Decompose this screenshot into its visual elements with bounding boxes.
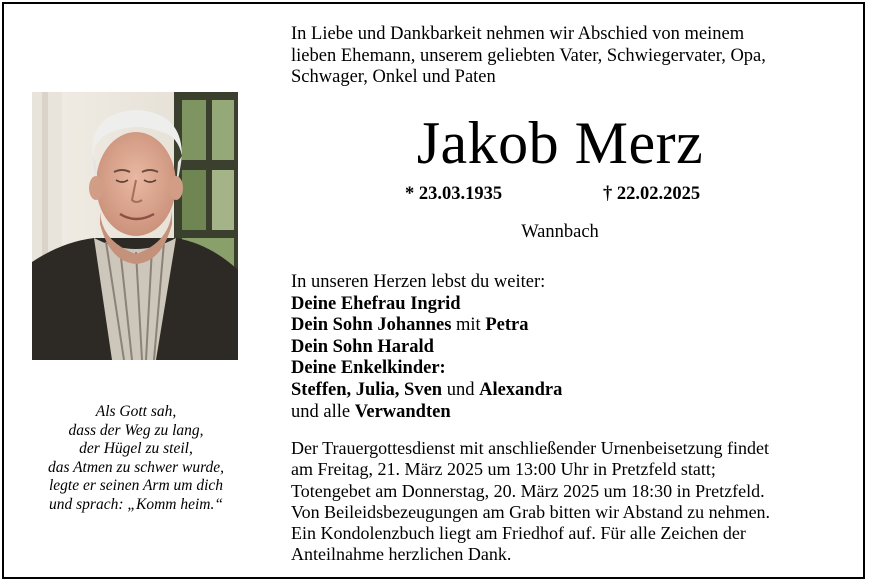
family-grandchildren-names: Steffen, Julia, Sven — [291, 379, 443, 400]
poem-line: der Hügel zu steil, — [79, 440, 193, 457]
intro-line: Schwager, Onkel und Paten — [291, 67, 496, 87]
poem — [20, 403, 252, 514]
service-line: Ein Kondolenzbuch liegt am Friedhof auf. Für alle Zeichen der — [291, 523, 746, 544]
intro-line: lieben Ehemann, unserem geliebten Vater, Schwiegervater, Opa, — [291, 45, 766, 66]
family-list — [291, 272, 831, 423]
family-son-1: Dein Sohn Johannes — [291, 315, 452, 336]
intro-line: In Liebe und Dankbarkeit nehmen wir Abschied von meinem — [291, 24, 745, 44]
family-relatives: Verwandten — [354, 401, 451, 422]
service-line: am Freitag, 21. März 2025 um 13:00 Uhr in Pretzfeld statt; — [291, 459, 716, 480]
poem-line: das Atmen zu schwer wurde, — [47, 458, 225, 476]
deceased-name: Jakob Merz — [416, 110, 704, 176]
poem-line: legte er seinen Arm um dich — [48, 477, 224, 494]
death-date: † 22.02.2025 — [603, 184, 701, 204]
poem-line: Als Gott sah, — [95, 403, 177, 420]
family-grandchildren-last: Alexandra — [479, 379, 563, 400]
service-line: Der Trauergottesdienst mit anschließender Urnenbeisetzung findet — [291, 438, 770, 458]
family-son-1-mit: mit — [451, 315, 486, 336]
portrait-photo — [32, 92, 238, 360]
family-heading: In unseren Herzen lebst du weiter: — [291, 272, 546, 292]
intro-text — [291, 24, 851, 89]
service-line: Anteilnahme herzlichen Dank. — [291, 544, 512, 565]
poem-line: und sprach: „Komm heim.“ — [49, 495, 223, 513]
service-details — [291, 438, 851, 566]
family-wife: Deine Ehefrau Ingrid — [291, 293, 461, 314]
family-son-2: Dein Sohn Harald — [291, 336, 434, 357]
family-son-1-partner: Petra — [485, 315, 529, 336]
service-line: Von Beileidsbezeugungen am Grab bitten wir Abstand zu nehmen. — [291, 501, 771, 522]
family-relatives-prefix: und alle — [291, 401, 355, 422]
hometown: Wannbach — [521, 222, 599, 242]
family-grandchildren-label: Deine Enkelkinder: — [291, 358, 446, 379]
birth-date: * 23.03.1935 — [405, 184, 503, 204]
poem-line: dass der Weg zu lang, — [68, 421, 204, 439]
family-grandchildren-und: und — [442, 379, 480, 400]
service-line: Totengebet am Donnerstag, 20. März 2025 um 18:30 in Pretzfeld. — [291, 480, 765, 501]
